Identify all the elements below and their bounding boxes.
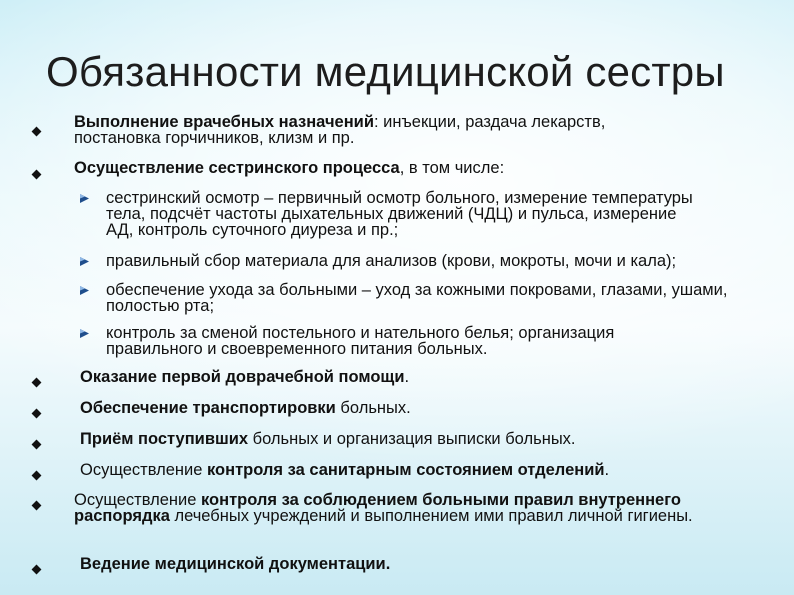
plain-text: . [604, 461, 610, 479]
plain-text: : инъекции, раздача лекарств, постановка горчичников, клизм и пр. [74, 113, 606, 147]
bold-text: контроля за соблюдением больными правил внутреннего распорядка [74, 491, 681, 525]
diamond-bullet-icon [32, 440, 42, 450]
bold-text: Ведение медицинской документации. [80, 555, 391, 573]
list-item-text [74, 160, 694, 176]
diamond-bullet-icon [32, 170, 42, 180]
list-item-text [80, 431, 700, 447]
bold-text: контроля за санитарным состоянием отделений [207, 461, 605, 479]
bold-text: Осуществление сестринского процесса [74, 159, 400, 177]
plain-text: . [404, 368, 410, 386]
plain-text: Осуществление [74, 491, 201, 509]
sub-list-item: контроль за сменой постельного и нательного белья; организация правильного и своевременного питания больных. [106, 324, 615, 358]
list-item [80, 400, 700, 416]
sub-list-item: сестринский осмотр – первичный осмотр больного, измерение температуры тела, подсчёт частоты дыхательных движений (ЧДЦ) и пульса, измерение АД, контроль суточного диуреза и пр.; [106, 189, 693, 239]
list-item [74, 114, 694, 146]
list-item-text [80, 556, 700, 572]
blue-arrow-bullet-icon [80, 286, 89, 295]
page-title: Обязанности медицинской сестры [46, 48, 725, 95]
diamond-bullet-icon [32, 471, 42, 481]
list-item [74, 160, 694, 176]
diamond-bullet-icon [32, 565, 42, 575]
list-item-text [74, 492, 749, 524]
list-item-text [74, 114, 694, 146]
list-item [80, 556, 700, 572]
sub-list-item: правильный сбор материала для анализов (крови, мокроты, мочи и кала); [106, 252, 677, 270]
diamond-bullet-icon [32, 127, 42, 137]
list-item [80, 431, 700, 447]
blue-arrow-bullet-icon [80, 257, 89, 266]
bold-text: Оказание первой доврачебной помощи [80, 368, 405, 386]
blue-arrow-bullet-icon [80, 194, 89, 203]
list-item-text [80, 462, 700, 478]
plain-text: лечебных учреждений и выполнением ими правил личной гигиены. [169, 507, 693, 525]
blue-arrow-bullet-icon [80, 329, 89, 338]
sub-list-item: обеспечение ухода за больными – уход за кожными покровами, глазами, ушами, полостью рта; [106, 281, 728, 315]
bold-text: Выполнение врачебных назначений [74, 113, 374, 131]
plain-text: Осуществление [80, 461, 207, 479]
plain-text: больных и организация выписки больных. [248, 430, 576, 448]
list-item [74, 492, 749, 524]
diamond-bullet-icon [32, 501, 42, 511]
list-item [80, 462, 700, 478]
diamond-bullet-icon [32, 409, 42, 419]
bold-text: Обеспечение транспортировки [80, 399, 336, 417]
bold-text: Приём поступивших [80, 430, 249, 448]
plain-text: больных. [335, 399, 411, 417]
list-item [80, 369, 700, 385]
plain-text: , в том числе: [399, 159, 505, 177]
list-item-text [80, 400, 700, 416]
diamond-bullet-icon [32, 378, 42, 388]
list-item-text [80, 369, 700, 385]
